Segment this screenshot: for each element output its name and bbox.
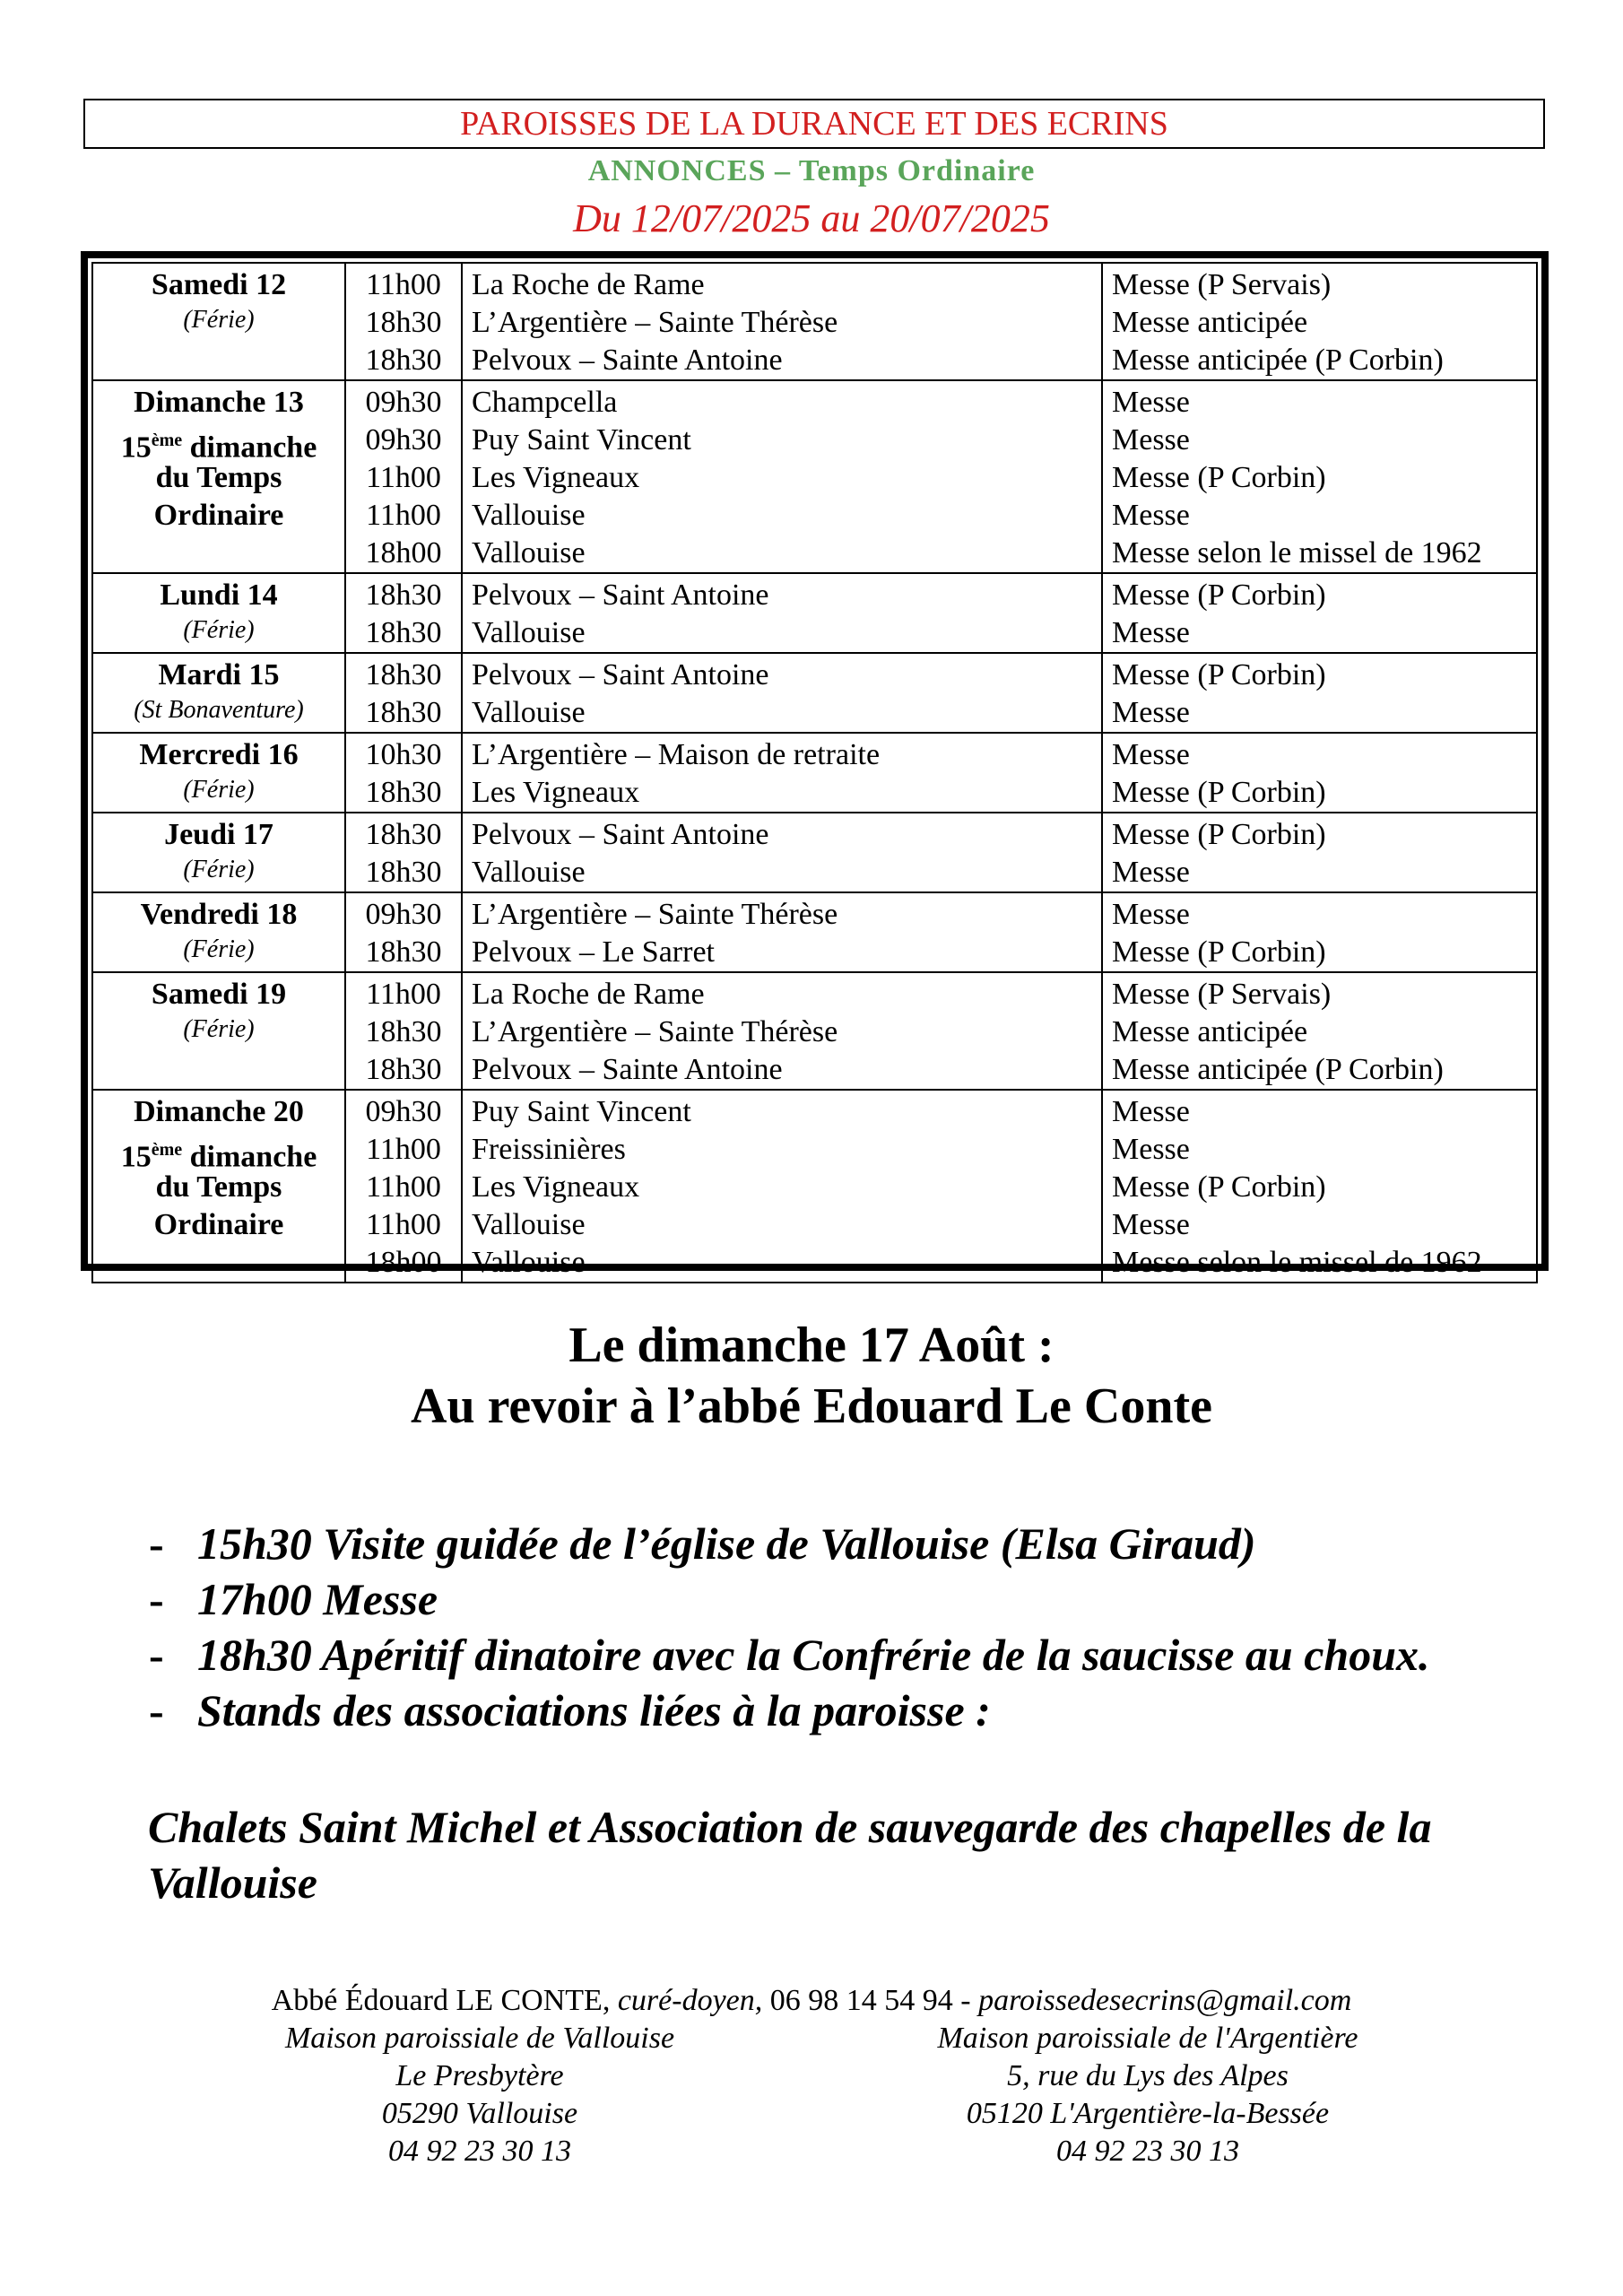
- mass-location: Les Vigneaux: [472, 461, 640, 494]
- mass-location: Freissinières: [472, 1133, 626, 1166]
- mass-time: 18h30: [365, 344, 442, 377]
- time-cell: [345, 653, 462, 733]
- mass-location: Pelvoux – Sainte Antoine: [472, 1053, 783, 1086]
- list-dash: -: [149, 1518, 164, 1569]
- day-name: Vendredi 18: [140, 898, 298, 931]
- mass-time: 18h00: [365, 536, 442, 570]
- event-item: [143, 1516, 1542, 1571]
- mass-time: 09h30: [365, 386, 442, 419]
- schedule-table-frame: [81, 251, 1549, 1279]
- service-cell: [1102, 733, 1537, 813]
- service-cell: [1102, 892, 1537, 972]
- time-cell: [345, 263, 462, 380]
- address-line: 5, rue du Lys des Alpes: [1007, 2059, 1289, 2092]
- mass-time: 11h00: [366, 1208, 441, 1241]
- liturgical-season: du Temps: [155, 461, 282, 494]
- day-cell: [92, 653, 345, 733]
- list-dash: -: [149, 1685, 164, 1735]
- mass-location: Vallouise: [472, 499, 586, 532]
- day-cell: [92, 380, 345, 573]
- announcement-date: Le dimanche 17 Août :: [568, 1318, 1055, 1373]
- mass-time: 09h30: [365, 1095, 442, 1128]
- liturgical-feast: (Férie): [183, 776, 255, 804]
- event-item: [143, 1627, 1542, 1683]
- address-columns: [0, 2020, 1623, 2172]
- time-cell: [345, 380, 462, 573]
- service-cell: [1102, 1090, 1537, 1283]
- mass-service: Messe: [1112, 856, 1190, 889]
- event-text: 15h30 Visite guidée de l’église de Vallouise (Elsa Giraud): [197, 1518, 1256, 1569]
- location-cell: [462, 1090, 1102, 1283]
- mass-time: 18h30: [365, 306, 442, 339]
- mass-location: Vallouise: [472, 1246, 586, 1279]
- address-line: 05120 L'Argentière-la-Bessée: [966, 2097, 1330, 2130]
- schedule-day-row: [92, 813, 1537, 892]
- priest-role: curé-doyen,: [617, 1984, 763, 2017]
- day-name: Lundi 14: [160, 578, 278, 612]
- sunday-ordinal: [102, 422, 335, 465]
- mass-location: Vallouise: [472, 696, 586, 729]
- mass-time: 18h30: [365, 818, 442, 851]
- sunday-number: 15: [120, 430, 152, 465]
- mass-service: Messe: [1112, 1095, 1190, 1128]
- mass-time: 10h30: [365, 738, 442, 771]
- mass-service: Messe: [1112, 423, 1190, 457]
- service-cell: [1102, 573, 1537, 653]
- mass-time: 18h30: [365, 578, 442, 612]
- ordinal-suffix: ème: [151, 1140, 183, 1160]
- mass-location: L’Argentière – Sainte Thérèse: [472, 1015, 838, 1048]
- mass-service: Messe (P Corbin): [1112, 818, 1326, 851]
- address-line: Maison paroissiale de l'Argentière: [937, 2022, 1358, 2055]
- day-name: Samedi 12: [151, 268, 287, 301]
- mass-time: 18h30: [365, 776, 442, 809]
- mass-location: Pelvoux – Saint Antoine: [472, 658, 769, 691]
- liturgical-season: du Temps: [155, 1170, 282, 1204]
- day-name: Jeudi 17: [164, 818, 273, 851]
- time-cell: [345, 813, 462, 892]
- day-name: Dimanche 13: [134, 386, 304, 419]
- schedule-day-row: [92, 653, 1537, 733]
- mass-service: Messe: [1112, 386, 1190, 419]
- day-cell: [92, 813, 345, 892]
- mass-location: Pelvoux – Saint Antoine: [472, 578, 769, 612]
- mass-location: La Roche de Rame: [472, 268, 705, 301]
- mass-time: 11h00: [366, 1133, 441, 1166]
- mass-location: Vallouise: [472, 1208, 586, 1241]
- mass-service: Messe (P Corbin): [1112, 935, 1326, 969]
- mass-location: Puy Saint Vincent: [472, 423, 691, 457]
- mass-service: Messe (P Corbin): [1112, 461, 1326, 494]
- mass-service: Messe anticipée (P Corbin): [1112, 344, 1444, 377]
- schedule-day-row: [92, 263, 1537, 380]
- liturgical-feast: (St Bonaventure): [134, 696, 304, 724]
- mass-time: 11h00: [366, 268, 441, 301]
- mass-service: Messe anticipée: [1112, 306, 1308, 339]
- day-cell: [92, 1090, 345, 1283]
- event-text: 18h30 Apéritif dinatoire avec la Confrérie de la saucisse au choux.: [197, 1630, 1430, 1680]
- address-line: Le Presbytère: [395, 2059, 564, 2092]
- mass-location: Pelvoux – Saint Antoine: [472, 818, 769, 851]
- schedule-day-row: [92, 972, 1537, 1090]
- mass-location: Pelvoux – Le Sarret: [472, 935, 715, 969]
- mass-service: Messe (P Corbin): [1112, 776, 1326, 809]
- mass-service: Messe (P Servais): [1112, 268, 1332, 301]
- mass-location: Les Vigneaux: [472, 776, 640, 809]
- address-line: 05290 Vallouise: [381, 2097, 578, 2130]
- contact-line: [0, 1982, 1623, 2020]
- day-name: Samedi 19: [151, 978, 287, 1011]
- sunday-word: dimanche: [182, 430, 317, 465]
- mass-time: 18h30: [365, 935, 442, 969]
- day-name: Dimanche 20: [134, 1095, 304, 1128]
- announcements-subtitle: ANNONCES – Temps Ordinaire: [587, 154, 1036, 187]
- sunday-ordinal: [102, 1131, 335, 1174]
- mass-service: Messe selon le missel de 1962: [1112, 1246, 1482, 1279]
- time-cell: [345, 972, 462, 1090]
- mass-time: 18h30: [365, 696, 442, 729]
- date-range: Du 12/07/2025 au 20/07/2025: [573, 196, 1050, 240]
- list-dash: -: [149, 1574, 164, 1624]
- liturgical-feast: (Férie): [183, 616, 255, 644]
- location-cell: [462, 813, 1102, 892]
- day-cell: [92, 573, 345, 653]
- liturgical-season: Ordinaire: [153, 1208, 284, 1241]
- service-cell: [1102, 813, 1537, 892]
- service-cell: [1102, 263, 1537, 380]
- event-list: [143, 1516, 1542, 1738]
- mass-service: Messe: [1112, 696, 1190, 729]
- day-cell: [92, 263, 345, 380]
- service-cell: [1102, 972, 1537, 1090]
- mass-location: Champcella: [472, 386, 618, 419]
- mass-location: Vallouise: [472, 856, 586, 889]
- event-text: 17h00 Messe: [197, 1574, 438, 1624]
- mass-time: 11h00: [366, 1170, 441, 1204]
- day-cell: [92, 972, 345, 1090]
- event-text: Stands des associations liées à la paroisse :: [197, 1685, 991, 1735]
- day-name: Mardi 15: [158, 658, 280, 691]
- liturgical-season: Ordinaire: [153, 499, 284, 532]
- mass-time: 18h30: [365, 856, 442, 889]
- mass-service: Messe (P Corbin): [1112, 658, 1326, 691]
- schedule-day-row: [92, 733, 1537, 813]
- mass-location: Les Vigneaux: [472, 1170, 640, 1204]
- associations-text: Chalets Saint Michel et Association de sauvegarde des chapelles de la Vallouise: [148, 1802, 1432, 1908]
- event-item: [143, 1683, 1542, 1738]
- liturgical-feast: (Férie): [183, 856, 255, 883]
- priest-name: Abbé Édouard LE CONTE,: [271, 1984, 611, 2017]
- mass-time: 18h30: [365, 658, 442, 691]
- priest-phone: 06 98 14 54 94 -: [769, 1984, 971, 2017]
- location-cell: [462, 263, 1102, 380]
- mass-location: La Roche de Rame: [472, 978, 705, 1011]
- location-cell: [462, 892, 1102, 972]
- mass-service: Messe anticipée: [1112, 1015, 1308, 1048]
- sunday-number: 15: [120, 1140, 152, 1174]
- schedule-day-row: [92, 892, 1537, 972]
- location-cell: [462, 653, 1102, 733]
- mass-location: L’Argentière – Sainte Thérèse: [472, 306, 838, 339]
- mass-location: L’Argentière – Sainte Thérèse: [472, 898, 838, 931]
- ordinal-suffix: ème: [151, 430, 183, 450]
- liturgical-feast: (Férie): [183, 935, 255, 963]
- vallouise-address: [166, 2020, 794, 2170]
- mass-time: 18h00: [365, 1246, 442, 1279]
- time-cell: [345, 573, 462, 653]
- location-cell: [462, 573, 1102, 653]
- time-cell: [345, 1090, 462, 1283]
- schedule-day-row: [92, 573, 1537, 653]
- mass-service: Messe: [1112, 1133, 1190, 1166]
- mass-schedule-table: [91, 262, 1538, 1283]
- mass-service: Messe: [1112, 1208, 1190, 1241]
- mass-time: 18h30: [365, 1053, 442, 1086]
- mass-service: Messe (P Servais): [1112, 978, 1332, 1011]
- liturgical-feast: (Férie): [183, 306, 255, 334]
- mass-time: 11h00: [366, 461, 441, 494]
- service-cell: [1102, 380, 1537, 573]
- mass-location: Puy Saint Vincent: [472, 1095, 691, 1128]
- schedule-day-row: [92, 380, 1537, 573]
- location-cell: [462, 380, 1102, 573]
- mass-time: 11h00: [366, 978, 441, 1011]
- sunday-word: dimanche: [182, 1140, 317, 1174]
- address-line: Maison paroissiale de Vallouise: [284, 2022, 675, 2055]
- service-cell: [1102, 653, 1537, 733]
- mass-service: Messe (P Corbin): [1112, 1170, 1326, 1204]
- mass-service: Messe: [1112, 898, 1190, 931]
- mass-location: Vallouise: [472, 616, 586, 649]
- day-cell: [92, 892, 345, 972]
- address-phone: 04 92 23 30 13: [1056, 2135, 1239, 2168]
- email-address: paroissedesecrins@gmail.com: [978, 1984, 1352, 2017]
- location-cell: [462, 733, 1102, 813]
- mass-service: Messe (P Corbin): [1112, 578, 1326, 612]
- mass-time: 18h30: [365, 616, 442, 649]
- day-cell: [92, 733, 345, 813]
- location-cell: [462, 972, 1102, 1090]
- announcement-heading: Au revoir à l’abbé Edouard Le Conte: [411, 1378, 1212, 1434]
- mass-location: L’Argentière – Maison de retraite: [472, 738, 881, 771]
- mass-service: Messe: [1112, 616, 1190, 649]
- address-phone: 04 92 23 30 13: [388, 2135, 571, 2168]
- time-cell: [345, 892, 462, 972]
- event-item: [143, 1571, 1542, 1627]
- argentiere-address: [834, 2020, 1462, 2170]
- day-name: Mercredi 16: [139, 738, 299, 771]
- mass-time: 18h30: [365, 1015, 442, 1048]
- mass-service: Messe anticipée (P Corbin): [1112, 1053, 1444, 1086]
- parish-title: PAROISSES DE LA DURANCE ET DES ECRINS: [83, 99, 1545, 149]
- mass-location: Pelvoux – Sainte Antoine: [472, 344, 783, 377]
- list-dash: -: [149, 1630, 164, 1680]
- mass-location: Vallouise: [472, 536, 586, 570]
- liturgical-feast: (Férie): [183, 1015, 255, 1043]
- footer: [0, 1982, 1623, 2172]
- mass-time: 11h00: [366, 499, 441, 532]
- time-cell: [345, 733, 462, 813]
- mass-time: 09h30: [365, 898, 442, 931]
- schedule-day-row: [92, 1090, 1537, 1283]
- mass-service: Messe: [1112, 499, 1190, 532]
- mass-time: 09h30: [365, 423, 442, 457]
- mass-service: Messe selon le missel de 1962: [1112, 536, 1482, 570]
- mass-service: Messe: [1112, 738, 1190, 771]
